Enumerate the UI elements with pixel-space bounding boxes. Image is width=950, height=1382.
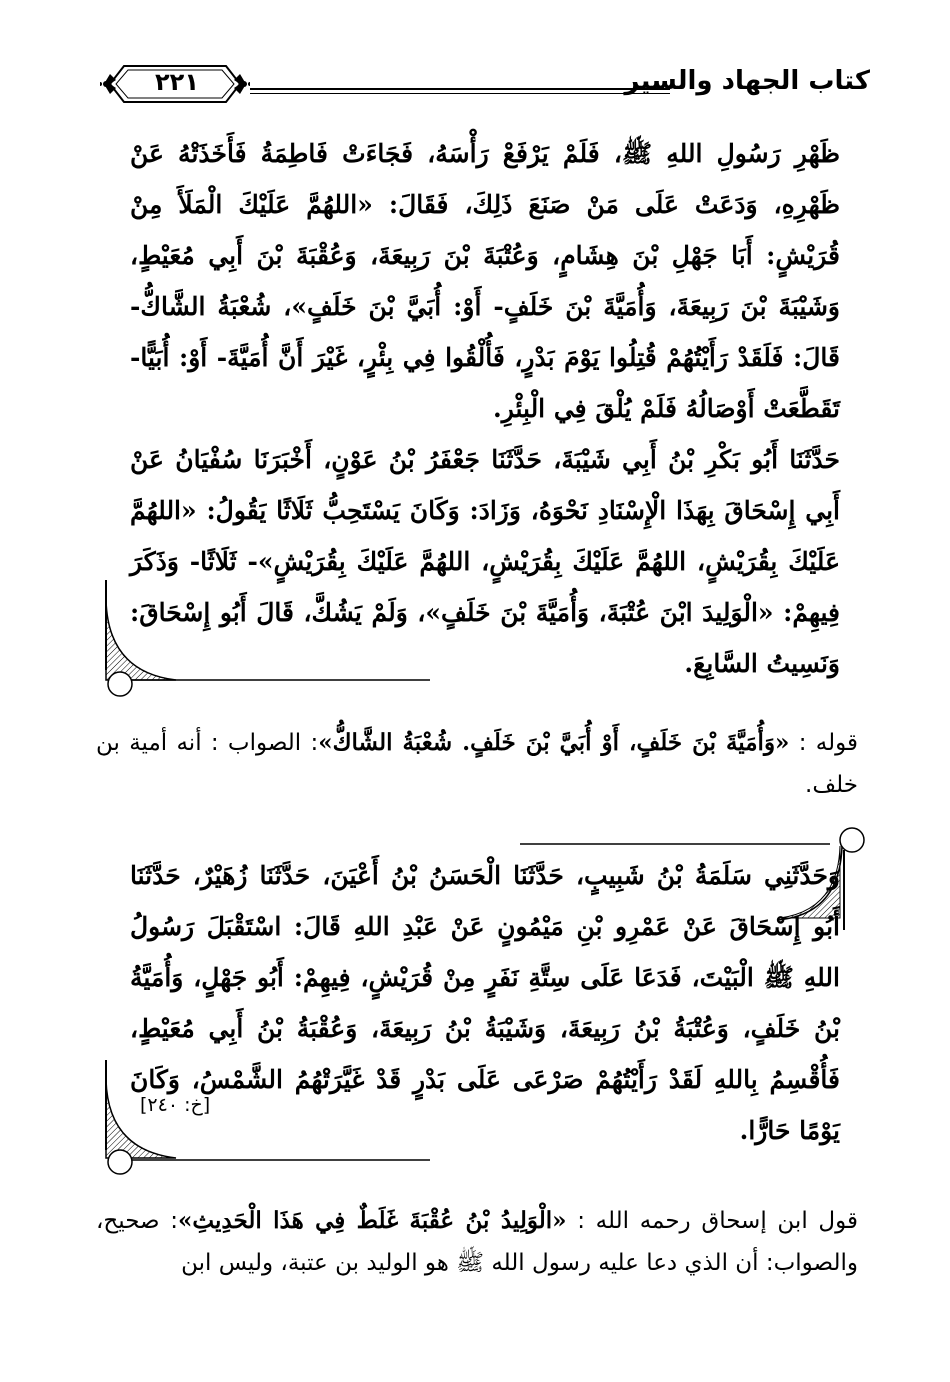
commentary-text: : الصواب : أنه أمية بن خلف. (96, 730, 858, 798)
commentary-prefix: قوله : (789, 730, 858, 756)
hadith-paragraph: وَحَدَّثَنِي سَلَمَةُ بْنُ شَبِيبٍ، حَدَّثَنَا الْحَسَنُ بْنُ أَعْيَنَ، حَدَّثَنَا زُهَيْرٌ، حَدَّثَنَا أَبُو إِسْحَاقَ عَنْ عَمْرِو بْنِ مَيْمُونٍ عَنْ عَبْدِ اللهِ قَالَ: اسْتَقْبَلَ رَسُولُ اللهِ ﷺ الْبَيْتَ، فَدَعَا عَلَى سِتَّةِ نَفَرٍ مِنْ قُرَيْشٍ، فِيهِمْ: أَبُو جَهْلٍ، وَأُمَيَّةُ بْنُ خَلَفٍ، وَعُتْبَةُ بْنُ رَبِيعَةَ، وَشَيْبَةُ بْنُ رَبِيعَةَ، وَعُقْبَةُ بْنُ أَبِي مُعَيْطٍ، فَأُقْسِمُ بِاللهِ لَقَدْ رَأَيْتُهُمْ صَرْعَى عَلَى بَدْرٍ قَدْ غَيَّرَتْهُمُ الشَّمْسُ، وَكَانَ يَوْمًا حَارًّا. (130, 861, 840, 1145)
commentary-text: : صحيح، والصواب: أن الذي دعا عليه رسول الله ﷺ هو الوليد بن عتبة، وليس ابن (96, 1208, 858, 1276)
book-title: كتاب الجهاد والسير (624, 66, 870, 96)
commentary-paragraph (96, 722, 858, 806)
hadith-paragraph: حَدَّثَنَا أَبُو بَكْرِ بْنُ أَبِي شَيْبَةَ، حَدَّثَنَا جَعْفَرُ بْنُ عَوْنٍ، أَخْبَرَنَا سُفْيَانُ عَنْ أَبِي إِسْحَاقَ بِهَذَا الْإِسْنَادِ نَحْوَهُ، وَزَادَ: وَكَانَ يَسْتَحِبُّ ثَلَاثًا يَقُولُ: «اللهُمَّ عَلَيْكَ بِقُرَيْشٍ، اللهُمَّ عَلَيْكَ بِقُرَيْشٍ، اللهُمَّ عَلَيْكَ بِقُرَيْشٍ»- ثَلَاثًا- وَذَكَرَ فِيهِمْ: «الْوَلِيدَ ابْنَ عُتْبَةَ، وَأُمَيَّةَ بْنَ خَلَفٍ»، وَلَمْ يَشُكَّ، قَالَ أَبُو إِسْحَاقَ: وَنَسِيتُ السَّابِعَ. (130, 445, 840, 678)
commentary-quote: «الْوَلِيدُ بْنُ عُقْبَةَ غَلَطٌ فِي هَذَا الْحَدِيثِ» (178, 1207, 567, 1234)
source-reference: [خ: ٢٤٠] (140, 1094, 211, 1116)
page-number: ٢٢١ (155, 68, 199, 96)
commentary-quote: «وَأُمَيَّةَ بْنَ خَلَفٍ، أَوْ أُبَيَّ بْنَ خَلَفٍ. شُعْبَةُ الشَّاكُّ» (318, 729, 790, 756)
commentary-paragraph (96, 1200, 858, 1284)
hadith-paragraph: ظَهْرِ رَسُولِ اللهِ ﷺ، فَلَمْ يَرْفَعْ رَأْسَهُ، فَجَاءَتْ فَاطِمَةُ فَأَخَذَتْهُ عَنْ ظَهْرِهِ، وَدَعَتْ عَلَى مَنْ صَنَعَ ذَلِكَ، فَقَالَ: «اللهُمَّ عَلَيْكَ الْمَلَأَ مِنْ قُرَيْشٍ: أَبَا جَهْلِ بْنَ هِشَامٍ، وَعُتْبَةَ بْنَ رَبِيعَةَ، وَعُقْبَةَ بْنَ أَبِي مُعَيْطٍ، وَشَيْبَةَ بْنَ رَبِيعَةَ، وَأُمَيَّةَ بْنَ خَلَفٍ- أَوْ: أُبَيَّ بْنَ خَلَفٍ»، شُعْبَةُ الشَّاكُّ- قَالَ: فَلَقَدْ رَأَيْتُهُمْ قُتِلُوا يَوْمَ بَدْرٍ، فَأُلْقُوا فِي بِئْرٍ، غَيْرَ أَنَّ أُمَيَّةَ- أَوْ: أُبَيًّا- تَقَطَّعَتْ أَوْصَالُهُ فَلَمْ يُلْقَ فِي الْبِئْرِ. (130, 139, 840, 423)
commentary-prefix: قول ابن إسحاق رحمه الله : (566, 1208, 858, 1234)
